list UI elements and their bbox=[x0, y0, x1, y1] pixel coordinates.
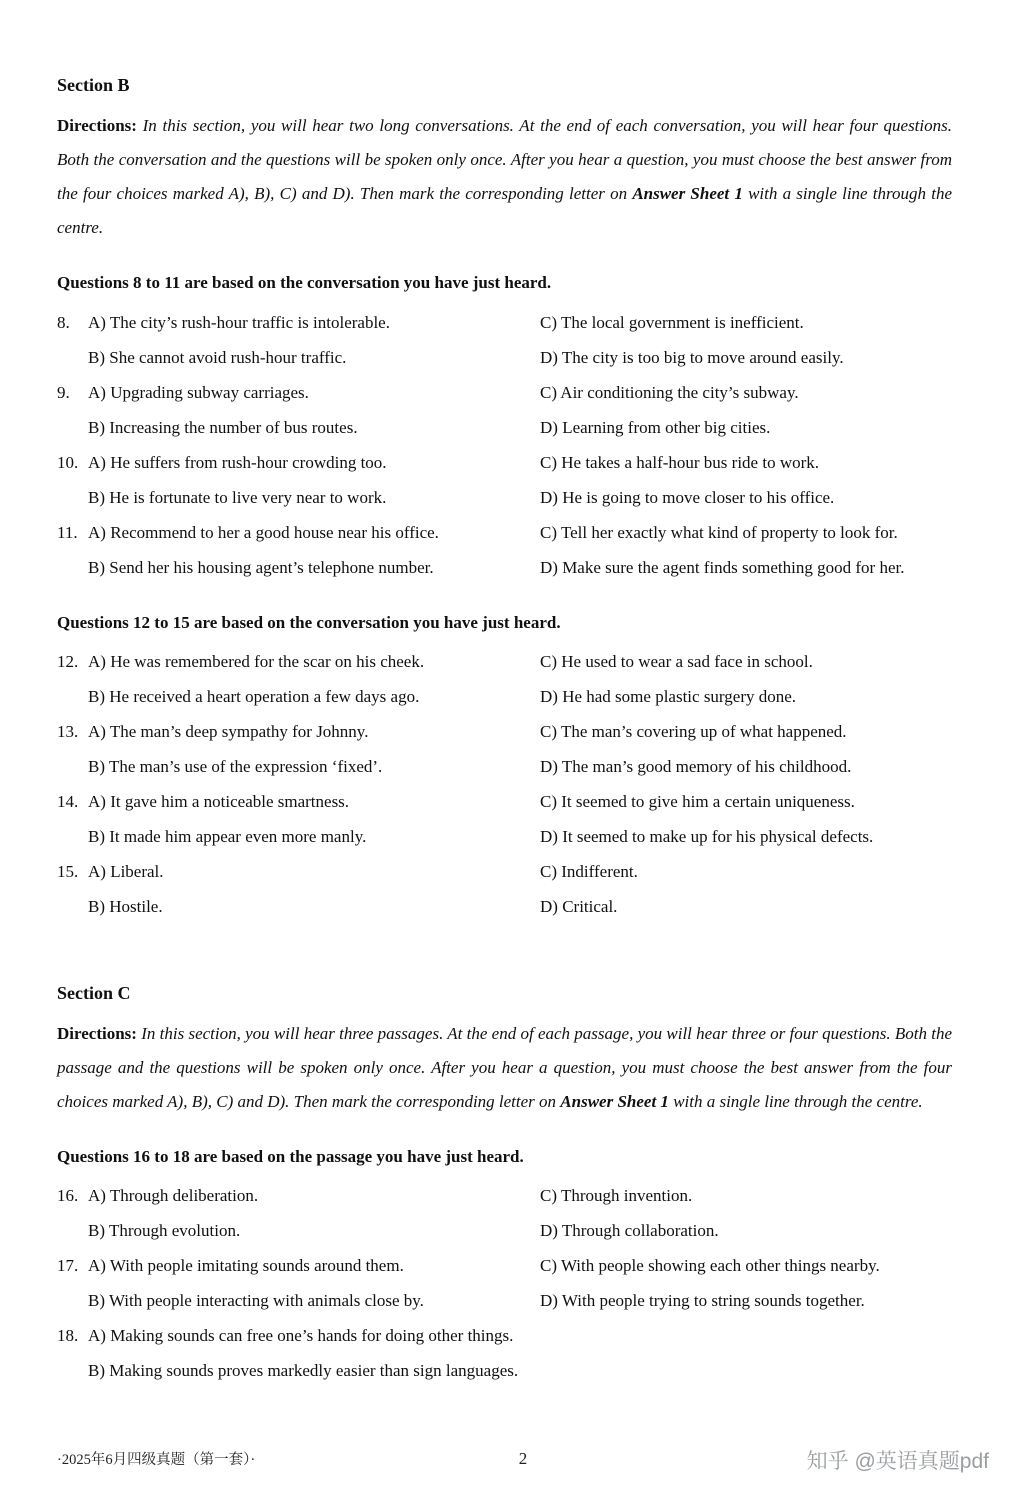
question-number bbox=[57, 550, 88, 585]
question-number bbox=[57, 480, 88, 515]
option-text: D) It seemed to make up for his physical defects. bbox=[540, 826, 874, 846]
section-b-question-blocks bbox=[57, 269, 952, 923]
directions-tail-text: with a single line through the centre. bbox=[668, 1092, 923, 1112]
directions-tail-text: with a single line through the centre. bbox=[57, 184, 952, 238]
question-number bbox=[57, 410, 88, 445]
directions-label: Directions: bbox=[57, 116, 137, 136]
option-text: C) Tell her exactly what kind of property to look for. bbox=[540, 522, 898, 542]
question-number bbox=[57, 889, 88, 924]
question-row bbox=[57, 1283, 952, 1318]
directions-body-text: In this section, you will hear three passages. At the end of each passage, you will hear three or four questions. Both the passage and the questions will be spoken only once. After you hear a question, you must choose the best answer from the four choices marked A), B), C) and D). Then mark the corresponding letter on bbox=[57, 1024, 952, 1112]
question-row bbox=[57, 1178, 952, 1213]
option-text: D) Learning from other big cities. bbox=[540, 417, 771, 437]
option-text: A) The man’s deep sympathy for Johnny. bbox=[88, 721, 369, 741]
question-row bbox=[57, 679, 952, 714]
option-text: C) He takes a half-hour bus ride to work. bbox=[540, 452, 820, 472]
option-text: A) Making sounds can free one’s hands for doing other things. bbox=[88, 1326, 514, 1346]
question-number: 17. bbox=[57, 1256, 79, 1276]
option-text: D) He is going to move closer to his office. bbox=[540, 487, 835, 507]
question-row bbox=[57, 1213, 952, 1248]
option-text: C) The local government is inefficient. bbox=[540, 312, 804, 332]
option-text: A) Recommend to her a good house near his office. bbox=[88, 522, 439, 542]
option-text: A) Through deliberation. bbox=[88, 1186, 259, 1206]
option-text: B) Through evolution. bbox=[88, 1221, 241, 1241]
page-footer bbox=[57, 1441, 989, 1475]
option-text: D) The man’s good memory of his childhood. bbox=[540, 756, 852, 776]
option-text: A) Liberal. bbox=[88, 861, 164, 881]
option-text: D) He had some plastic surgery done. bbox=[540, 686, 797, 706]
option-text: A) Upgrading subway carriages. bbox=[88, 382, 309, 402]
question-number: 12. bbox=[57, 651, 79, 671]
question-row bbox=[57, 1248, 952, 1283]
option-text: A) With people imitating sounds around them. bbox=[88, 1256, 404, 1276]
question-block-heading: Questions 8 to 11 are based on the conversation you have just heard. bbox=[57, 273, 552, 293]
question-row bbox=[57, 819, 952, 854]
option-text: C) Through invention. bbox=[540, 1186, 693, 1206]
section-c bbox=[57, 982, 952, 1389]
question-row bbox=[57, 784, 952, 819]
option-text: B) Hostile. bbox=[88, 896, 163, 916]
option-text: C) He used to wear a sad face in school. bbox=[540, 651, 813, 671]
question-block-heading: Questions 12 to 15 are based on the conversation you have just heard. bbox=[57, 612, 561, 632]
question-number: 8. bbox=[57, 312, 70, 332]
option-text: A) The city’s rush-hour traffic is intolerable. bbox=[88, 312, 390, 332]
option-text: B) The man’s use of the expression ‘fixed’. bbox=[88, 756, 383, 776]
option-text: D) Make sure the agent finds something good for her. bbox=[540, 557, 905, 577]
option-text: D) Critical. bbox=[540, 896, 618, 916]
question-number: 15. bbox=[57, 861, 79, 881]
question-number bbox=[57, 340, 88, 375]
option-text: C) The man’s covering up of what happened. bbox=[540, 721, 847, 741]
question-number: 13. bbox=[57, 721, 79, 741]
option-text: D) With people trying to string sounds together. bbox=[540, 1291, 865, 1311]
question-row bbox=[57, 445, 952, 480]
watermark: 知乎 @英语真题pdf bbox=[806, 1450, 989, 1473]
question-number: 9. bbox=[57, 382, 70, 402]
question-row bbox=[57, 375, 952, 410]
question-row bbox=[57, 889, 952, 924]
question-row bbox=[57, 644, 952, 679]
question-number bbox=[57, 1353, 88, 1388]
question-row bbox=[57, 714, 952, 749]
question-number: 14. bbox=[57, 791, 79, 811]
section-b-directions bbox=[57, 109, 952, 245]
question-number: 18. bbox=[57, 1326, 79, 1346]
option-text: C) With people showing each other things nearby. bbox=[540, 1256, 880, 1276]
option-text: B) He is fortunate to live very near to work. bbox=[88, 487, 387, 507]
question-row bbox=[57, 854, 952, 889]
question-number bbox=[57, 819, 88, 854]
option-text: A) It gave him a noticeable smartness. bbox=[88, 791, 350, 811]
section-c-title: Section C bbox=[57, 982, 131, 1003]
question-number: 11. bbox=[57, 522, 78, 542]
answer-sheet-label: Answer Sheet 1 bbox=[632, 184, 743, 204]
question-block-heading: Questions 16 to 18 are based on the passage you have just heard. bbox=[57, 1147, 524, 1167]
option-text: B) Increasing the number of bus routes. bbox=[88, 417, 358, 437]
section-c-directions bbox=[57, 1017, 952, 1119]
question-row bbox=[57, 550, 952, 585]
option-text: B) She cannot avoid rush-hour traffic. bbox=[88, 347, 347, 367]
option-text: B) Making sounds proves markedly easier than sign languages. bbox=[88, 1361, 519, 1381]
option-text: A) He suffers from rush-hour crowding too. bbox=[88, 452, 387, 472]
question-row bbox=[57, 340, 952, 375]
option-text: C) Indifferent. bbox=[540, 861, 638, 881]
option-text: D) Through collaboration. bbox=[540, 1221, 719, 1241]
question-number bbox=[57, 1213, 88, 1248]
section-b bbox=[57, 74, 952, 924]
directions-body-text: In this section, you will hear two long conversations. At the end of each conversation, you will hear four questions. Both the conversation and the questions will be spoken only once. After you hear a question, you must choose the best answer from the four choices marked A), B), C) and D). Then mark the corresponding letter on bbox=[57, 116, 952, 204]
question-number bbox=[57, 1283, 88, 1318]
question-number bbox=[57, 749, 88, 784]
question-row bbox=[57, 1353, 952, 1388]
option-text: C) Air conditioning the city’s subway. bbox=[540, 382, 799, 402]
option-text: A) He was remembered for the scar on his cheek. bbox=[88, 651, 425, 671]
footer-source: ·2025年6月四级真题（第一套）· bbox=[57, 1452, 256, 1468]
question-number bbox=[57, 679, 88, 714]
question-row bbox=[57, 305, 952, 340]
question-row bbox=[57, 480, 952, 515]
option-text: C) It seemed to give him a certain uniqueness. bbox=[540, 791, 855, 811]
option-text: B) It made him appear even more manly. bbox=[88, 826, 367, 846]
option-text: D) The city is too big to move around easily. bbox=[540, 347, 844, 367]
option-text: B) With people interacting with animals close by. bbox=[88, 1291, 424, 1311]
question-number: 10. bbox=[57, 452, 79, 472]
option-text: B) He received a heart operation a few days ago. bbox=[88, 686, 420, 706]
section-b-title: Section B bbox=[57, 75, 130, 95]
question-number: 16. bbox=[57, 1186, 79, 1206]
page-number: 2 bbox=[518, 1449, 528, 1468]
question-row bbox=[57, 410, 952, 445]
directions-label: Directions: bbox=[57, 1024, 137, 1044]
question-row bbox=[57, 1318, 952, 1353]
question-row bbox=[57, 515, 952, 550]
section-c-question-blocks bbox=[57, 1143, 952, 1388]
option-text: B) Send her his housing agent’s telephone number. bbox=[88, 557, 434, 577]
question-row bbox=[57, 749, 952, 784]
answer-sheet-label: Answer Sheet 1 bbox=[560, 1092, 669, 1112]
